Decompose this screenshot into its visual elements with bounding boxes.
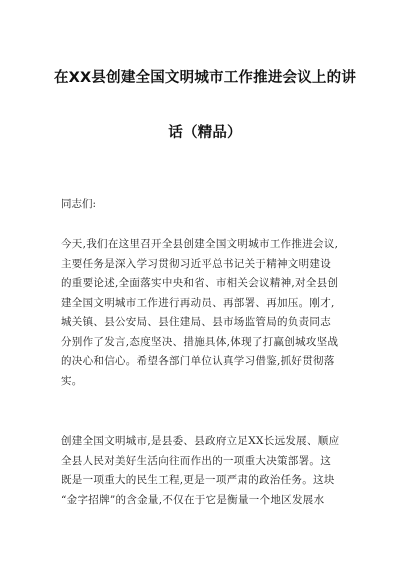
paragraph-line: 全县人民对美好生活向往而作出的一项重大决策部署。这 [61,454,331,467]
paragraph-2 [61,432,361,510]
paragraph-line: 既是一项重大的民生工程,更是一项严肃的政治任务。这块 [61,474,335,486]
paragraph-line: “金字招牌”的含金量,不仅在于它是衡量一个地区发展水 [61,493,325,506]
paragraph-line: 今天,我们在这里召开全县创建全国文明城市工作推进会议, [61,238,339,250]
document-title-line-2: 话（精品） [168,125,242,141]
paragraph-line: 城关镇、县公安局、县住建局、县市场监管局的负责同志 [61,316,331,328]
paragraph-line: 的决心和信心。希望各部门单位认真学习借鉴,抓好贯彻落 [61,355,335,367]
salutation: 同志们: [61,198,97,210]
paragraph-1 [61,235,361,391]
paragraph-line: 创建全国文明城市,是县委、县政府立足XX长远发展、顺应 [61,435,340,447]
paragraph-line: 分别作了发言,态度坚决、措施具体,体现了打赢创城攻坚战 [61,335,339,348]
paragraph-line: 建全国文明城市工作进行再动员、再部署、再加压。刚才, [61,296,335,309]
document-title-line-1: 在XX县创建全国文明城市工作推进会议上的讲 [53,70,357,86]
paragraph-line: 主要任务是深入学习贯彻习近平总书记关于精神文明建设 [61,257,331,270]
paragraph-line: 实。 [61,374,83,387]
paragraph-line: 的重要论述,全面落实中央和省、市相关会议精神,对全县创 [61,277,339,289]
